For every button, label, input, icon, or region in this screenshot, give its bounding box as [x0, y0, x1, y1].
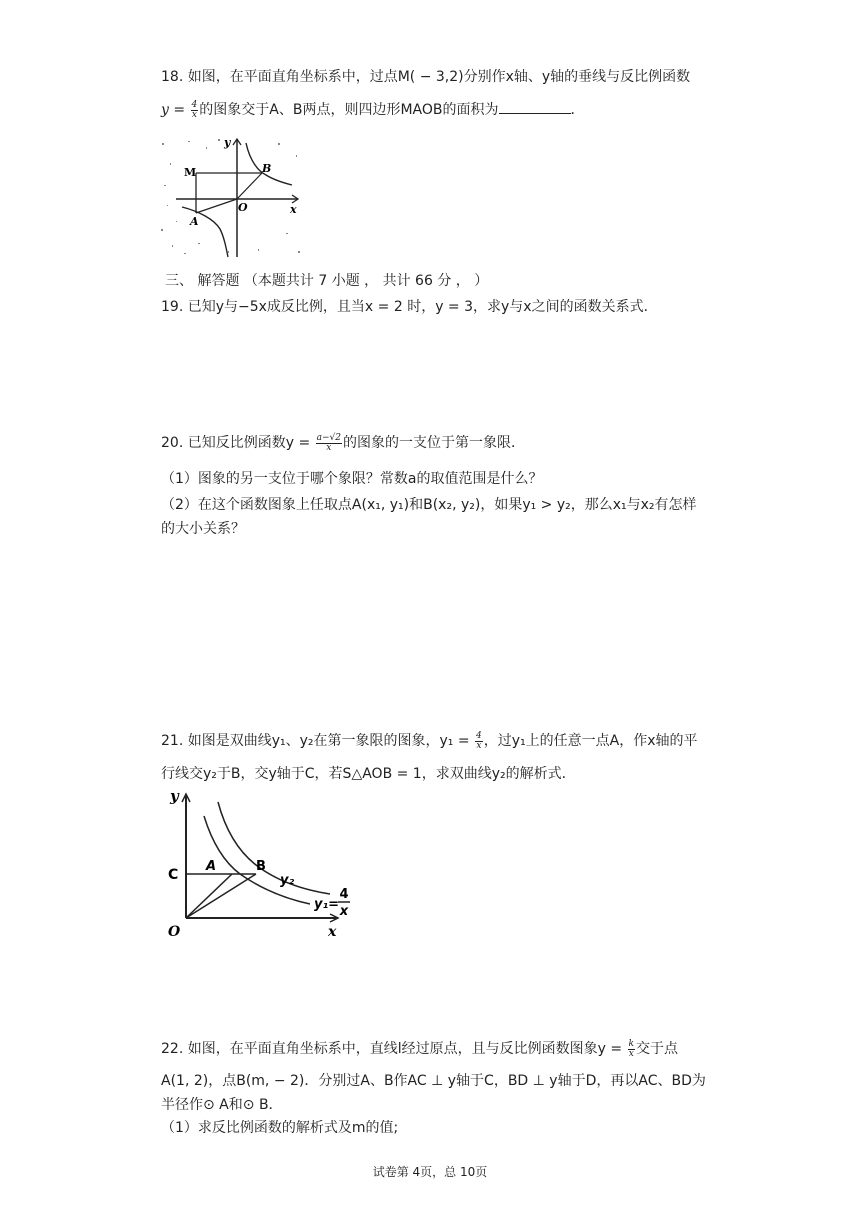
answer-blank	[499, 100, 571, 114]
q22-sub1	[161, 1118, 398, 1138]
q18-figure	[158, 133, 310, 261]
page-number: 试卷第 4页，总 10页	[372, 1165, 488, 1179]
line-OA	[186, 874, 232, 918]
label-A: A	[206, 859, 217, 874]
q18-frac-den: x	[191, 109, 197, 120]
q21-text-pre: 21. 如图是双曲线y₁、y₂在第一象限的图象，y₁ =	[161, 733, 470, 749]
label-B: B	[256, 859, 266, 874]
q20-sub1	[161, 469, 543, 489]
label-A: A	[190, 215, 199, 228]
q21-text-2: 行线交y₂于B，交y轴于C，若S△AOB = 1，求双曲线y₂的解析式．	[161, 766, 576, 782]
q19-line	[161, 297, 658, 317]
line-OB	[186, 874, 256, 918]
q18-line2	[161, 100, 585, 120]
q18-formula-y: y =	[161, 102, 186, 118]
label-O: O	[168, 924, 181, 940]
label-y1: y₁=	[314, 897, 340, 912]
q20-text-pre: 20. 已知反比例函数y =	[161, 435, 311, 451]
q21-figure	[160, 786, 355, 942]
label-y1-num: 4	[339, 887, 349, 902]
label-M: M	[184, 166, 197, 179]
q18-end: ．	[570, 102, 585, 118]
label-y1-den: x	[339, 904, 349, 919]
q20-line1	[161, 433, 525, 453]
q20-sub2-text: （2）在这个函数图象上任取点A(x₁, y₁)和B(x₂, y₂)，如果y₁ > y₂，那么x₁与x₂有怎样	[161, 497, 697, 513]
q22-line3	[161, 1095, 283, 1115]
q22-frac-den: x	[628, 1048, 634, 1059]
label-y: y	[224, 136, 231, 149]
q22-frac-num: k	[628, 1038, 634, 1049]
q22-text-pre: 22. 如图，在平面直角坐标系中，直线l经过原点，且与反比例函数图象y =	[161, 1041, 623, 1057]
q22-line2	[161, 1071, 706, 1091]
q21-line2	[161, 764, 576, 784]
label-x: x	[328, 924, 337, 940]
q19-text: 19. 已知y与−5x成反比例，且当x = 2 时，y = 3，求y与x之间的函数关系式．	[161, 299, 658, 315]
q20-frac-num: a−√2	[316, 432, 342, 443]
q18-line1	[161, 67, 690, 87]
q22-fraction	[628, 1040, 635, 1059]
curve-y2	[218, 802, 330, 894]
q20-text-post: 的图象的一支位于第一象限．	[343, 435, 526, 451]
q18-fraction	[191, 101, 199, 120]
q20-sub1-text: （1）图象的另一支位于哪个象限？常数a的取值范围是什么？	[161, 471, 543, 487]
label-O: O	[238, 201, 248, 214]
q21-fraction	[475, 732, 483, 751]
q22-line1	[161, 1039, 678, 1059]
label-B: B	[262, 162, 272, 175]
q18-frac-num: 4	[191, 99, 198, 110]
label-C: C	[168, 867, 179, 883]
q18-text: 18. 如图，在平面直角坐标系中，过点M( − 3,2)分别作x轴、y轴的垂线与反比例函数	[161, 69, 691, 85]
q21-frac-num: 4	[476, 730, 482, 741]
q21-text-post: ，过y₁上的任意一点A，作x轴的平	[483, 733, 698, 749]
page-footer	[0, 1163, 860, 1180]
q22-sub1-text: （1）求反比例函数的解析式及m的值;	[161, 1120, 399, 1136]
section-title: 三、 解答题 （本题共计 7 小题 ， 共计 66 分 ， ）	[165, 273, 489, 289]
label-x: x	[290, 203, 297, 216]
q22-text-3: 半径作⊙ A和⊙ B．	[161, 1097, 283, 1113]
q20-sub2-text-2: 的大小关系？	[161, 521, 245, 537]
q20-fraction	[316, 434, 342, 453]
q20-sub2-line1	[161, 495, 697, 515]
q21-line1	[161, 731, 698, 751]
label-y2: y₂	[280, 873, 295, 888]
q18-text-2: 的图象交于A、B两点，则四边形MAOB的面积为	[199, 102, 499, 118]
q20-sub2-line2	[161, 519, 245, 539]
label-y: y	[170, 787, 179, 805]
q22-text-2: A(1, 2)，点B(m, − 2)．分别过A、B作AC ⊥ y轴于C，BD ⊥ y轴于D，再以AC、BD为	[161, 1073, 706, 1089]
q22-text-post: 交于点	[636, 1041, 678, 1057]
section-heading	[165, 271, 488, 291]
q21-frac-den: x	[476, 740, 482, 751]
q20-frac-den: x	[326, 442, 332, 453]
